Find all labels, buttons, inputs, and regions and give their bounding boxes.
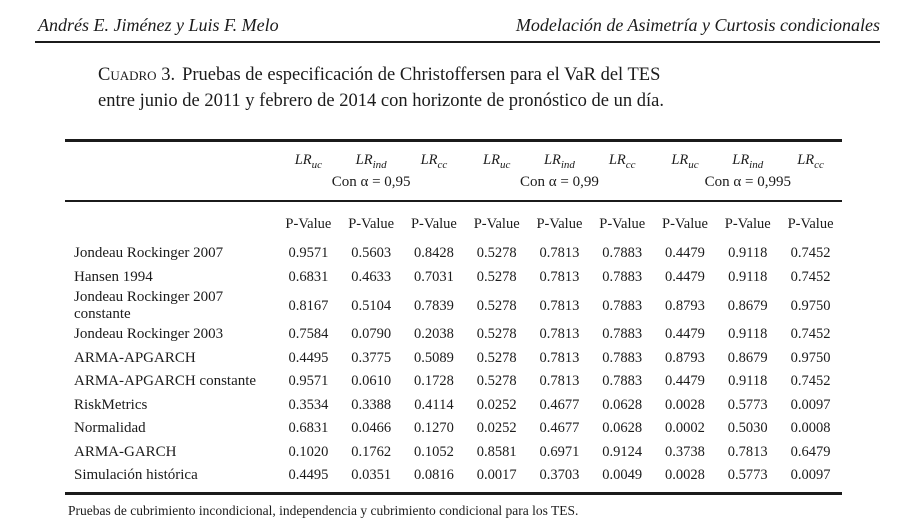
lr-subscript-label: cc	[437, 158, 448, 171]
pvalue-cell: 0.7813	[539, 349, 580, 366]
lr-subscript-label: ind	[560, 158, 575, 171]
lr-base-label: LR	[483, 151, 500, 168]
pvalue-cell: 0.4495	[288, 349, 329, 366]
pvalue-cell: 0.7584	[288, 326, 329, 343]
table-row	[65, 323, 842, 347]
table-row	[65, 370, 842, 394]
pvalue-cell: 0.7883	[602, 268, 643, 285]
pvalue-cell: 0.7813	[539, 373, 580, 390]
pvalue-cell: 0.5278	[476, 268, 517, 285]
row-label: ARMA-APGARCH constante	[74, 373, 257, 390]
pvalue-cell: 0.7813	[727, 443, 768, 460]
table-caption-line2: entre junio de 2011 y febrero de 2014 con horizonte de pronóstico de un día.	[98, 91, 664, 111]
pvalue-cell: 0.5278	[476, 349, 517, 366]
pvalue-cell: 0.2038	[413, 326, 454, 343]
lr-base-label: LR	[420, 151, 438, 168]
pvalue-cell: 0.9571	[288, 373, 329, 390]
table-caption-text: Pruebas de especificación de Christoffersen para el VaR del TES	[182, 65, 661, 85]
pvalue-cell: 0.0628	[602, 396, 643, 413]
table-row	[65, 394, 842, 418]
pvalue-cell: 0.5603	[351, 245, 392, 262]
pvalue-cell: 0.1270	[413, 420, 454, 437]
col-header-lr-ind	[340, 141, 403, 172]
pvalue-cell: 0.6831	[288, 268, 329, 285]
pvalue-cell: 0.4677	[539, 420, 580, 437]
empty-corner-cell	[65, 141, 277, 172]
pvalue-cell: 0.0002	[665, 420, 705, 437]
lr-subscript-label: uc	[688, 158, 699, 171]
table-row	[65, 347, 842, 371]
table-caption-label: Cuadro 3.	[98, 65, 176, 85]
empty-corner-cell	[65, 171, 277, 201]
alpha-group-header: Con α = 0,99	[465, 171, 653, 201]
pvalue-cell: 0.0790	[351, 326, 392, 343]
pvalue-cell: 0.7883	[602, 245, 643, 262]
pvalue-cell: 0.7452	[790, 268, 831, 285]
pvalue-cell: 0.8428	[413, 245, 454, 262]
lr-header-row	[65, 141, 842, 172]
pvalue-cell: 0.8679	[727, 349, 768, 366]
lr-base-label: LR	[355, 151, 373, 168]
pvalue-cell: 0.0097	[790, 396, 831, 413]
lr-subscript-label: cc	[625, 158, 636, 171]
col-header-lr-uc	[654, 141, 717, 172]
pvalue-cell: 0.4479	[665, 268, 705, 285]
row-label: Simulación histórica	[74, 467, 198, 484]
pvalue-cell: 0.0008	[790, 420, 831, 437]
pvalue-cell: 0.4479	[665, 326, 705, 343]
lr-base-label: LR	[543, 151, 561, 168]
pvalue-cell: 0.1762	[351, 443, 392, 460]
lr-subscript-label: uc	[311, 158, 323, 171]
header-rule	[35, 41, 880, 43]
pvalue-cell: 0.9118	[728, 326, 768, 343]
alpha-header-row	[65, 171, 842, 201]
pvalue-cell: 0.5773	[727, 396, 768, 413]
pvalue-header: P-Value	[536, 215, 583, 232]
row-label: RiskMetrics	[74, 396, 148, 413]
pvalue-cell: 0.7031	[413, 268, 454, 285]
pvalue-cell: 0.9124	[602, 443, 643, 460]
pvalue-header: P-Value	[348, 215, 395, 232]
col-header-lr-ind	[716, 141, 779, 172]
pvalue-cell: 0.6971	[539, 443, 580, 460]
pvalue-cell: 0.6831	[288, 420, 329, 437]
table-row	[65, 289, 842, 323]
row-label: Normalidad	[74, 420, 146, 437]
pvalue-cell: 0.7813	[539, 245, 580, 262]
col-header-lr-uc	[465, 141, 528, 172]
alpha-group-header: Con α = 0,95	[277, 171, 465, 201]
pvalue-cell: 0.7883	[602, 373, 643, 390]
row-label: Jondeau Rockinger 2007 constante	[74, 289, 224, 322]
table-footnote: Pruebas de cubrimiento incondicional, independencia y cubrimiento condicional para los TES.	[68, 502, 579, 518]
pvalue-cell: 0.7813	[539, 297, 580, 314]
pvalue-cell: 0.3388	[351, 396, 392, 413]
pvalue-cell: 0.3703	[539, 467, 580, 484]
lr-base-label: LR	[671, 151, 689, 168]
pvalue-cell: 0.5278	[476, 297, 517, 314]
pvalue-cell: 0.7883	[602, 297, 643, 314]
pvalue-cell: 0.4479	[665, 373, 705, 390]
pvalue-cell: 0.4495	[288, 467, 329, 484]
table-row	[65, 441, 842, 465]
pvalue-cell: 0.5089	[413, 349, 454, 366]
pvalue-cell: 0.8793	[665, 297, 705, 314]
pvalue-cell: 0.9750	[790, 349, 831, 366]
pvalue-cell: 0.5278	[476, 373, 517, 390]
pvalue-header: P-Value	[410, 215, 457, 232]
pvalue-cell: 0.3534	[288, 396, 329, 413]
pvalue-cell: 0.4677	[539, 396, 580, 413]
lr-subscript-label: ind	[372, 158, 387, 171]
pvalue-cell: 0.0028	[665, 467, 705, 484]
col-header-lr-cc	[779, 141, 842, 172]
pvalue-cell: 0.0628	[602, 420, 643, 437]
results-table-header	[65, 141, 842, 240]
pvalue-header-row	[65, 201, 842, 239]
table-caption	[98, 62, 834, 114]
pvalue-cell: 0.0466	[351, 420, 392, 437]
lr-subscript-label: cc	[814, 158, 824, 171]
lr-base-label: LR	[797, 151, 815, 168]
pvalue-cell: 0.0017	[476, 467, 517, 484]
pvalue-cell: 0.7452	[790, 373, 831, 390]
table-row	[65, 417, 842, 441]
pvalue-cell: 0.7813	[539, 268, 580, 285]
pvalue-cell: 0.9118	[728, 373, 768, 390]
lr-subscript-label: uc	[499, 158, 511, 171]
pvalue-cell: 0.3775	[351, 349, 392, 366]
pvalue-cell: 0.7452	[790, 326, 831, 343]
pvalue-header: P-Value	[599, 215, 646, 232]
pvalue-header: P-Value	[787, 215, 834, 232]
pvalue-cell: 0.7883	[602, 349, 643, 366]
pvalue-cell: 0.3738	[665, 443, 705, 460]
pvalue-cell: 0.5278	[476, 245, 517, 262]
lr-base-label: LR	[608, 151, 626, 168]
table-caption-line1	[98, 65, 660, 85]
empty-corner-cell	[65, 201, 277, 239]
pvalue-cell: 0.8581	[476, 443, 517, 460]
pvalue-cell: 0.4114	[414, 396, 454, 413]
col-header-lr-ind	[528, 141, 591, 172]
pvalue-cell: 0.7452	[790, 245, 831, 262]
row-label: Jondeau Rockinger 2003	[74, 326, 224, 343]
pvalue-cell: 0.7813	[539, 326, 580, 343]
row-label: ARMA-GARCH	[74, 443, 177, 460]
pvalue-cell: 0.0816	[413, 467, 454, 484]
pvalue-cell: 0.0049	[602, 467, 643, 484]
pvalue-header: P-Value	[285, 215, 332, 232]
pvalue-cell: 0.9571	[288, 245, 329, 262]
pvalue-cell: 0.5030	[727, 420, 768, 437]
pvalue-header: P-Value	[662, 215, 708, 232]
pvalue-cell: 0.4633	[351, 268, 392, 285]
table-row	[65, 266, 842, 290]
row-label: Hansen 1994	[74, 268, 153, 285]
pvalue-cell: 0.0351	[351, 467, 392, 484]
pvalue-cell: 0.7839	[413, 297, 454, 314]
pvalue-cell: 0.5278	[476, 326, 517, 343]
pvalue-cell: 0.0028	[665, 396, 705, 413]
results-table	[65, 139, 842, 495]
pvalue-cell: 0.1052	[413, 443, 454, 460]
table-row	[65, 464, 842, 493]
pvalue-cell: 0.9118	[728, 245, 768, 262]
pvalue-header: P-Value	[473, 215, 520, 232]
alpha-group-header: Con α = 0,995	[654, 171, 842, 201]
pvalue-cell: 0.5773	[727, 467, 768, 484]
col-header-lr-uc	[277, 141, 340, 172]
col-header-lr-cc	[403, 141, 466, 172]
pvalue-cell: 0.1020	[288, 443, 329, 460]
row-label: ARMA-APGARCH	[74, 349, 196, 366]
paper-page	[0, 14, 914, 519]
running-head	[38, 14, 880, 36]
lr-base-label: LR	[294, 151, 312, 168]
lr-subscript-label: ind	[749, 158, 764, 171]
running-head-title: Modelación de Asimetría y Curtosis condicionales	[515, 15, 880, 35]
results-table-body	[65, 239, 842, 493]
table-row	[65, 239, 842, 266]
pvalue-cell: 0.5104	[351, 297, 392, 314]
pvalue-cell: 0.9750	[790, 297, 831, 314]
pvalue-cell: 0.6479	[790, 443, 831, 460]
pvalue-cell: 0.8679	[727, 297, 768, 314]
row-label: Jondeau Rockinger 2007	[74, 245, 224, 262]
lr-base-label: LR	[732, 151, 750, 168]
running-head-authors: Andrés E. Jiménez y Luis F. Melo	[38, 15, 279, 35]
pvalue-cell: 0.0097	[790, 467, 831, 484]
pvalue-cell: 0.0610	[351, 373, 392, 390]
pvalue-cell: 0.7883	[602, 326, 643, 343]
col-header-lr-cc	[591, 141, 654, 172]
pvalue-cell: 0.8167	[288, 297, 329, 314]
pvalue-cell: 0.1728	[413, 373, 454, 390]
pvalue-header: P-Value	[724, 215, 771, 232]
pvalue-cell: 0.0252	[476, 396, 517, 413]
pvalue-cell: 0.8793	[665, 349, 705, 366]
pvalue-cell: 0.4479	[665, 245, 705, 262]
pvalue-cell: 0.0252	[476, 420, 517, 437]
pvalue-cell: 0.9118	[728, 268, 768, 285]
